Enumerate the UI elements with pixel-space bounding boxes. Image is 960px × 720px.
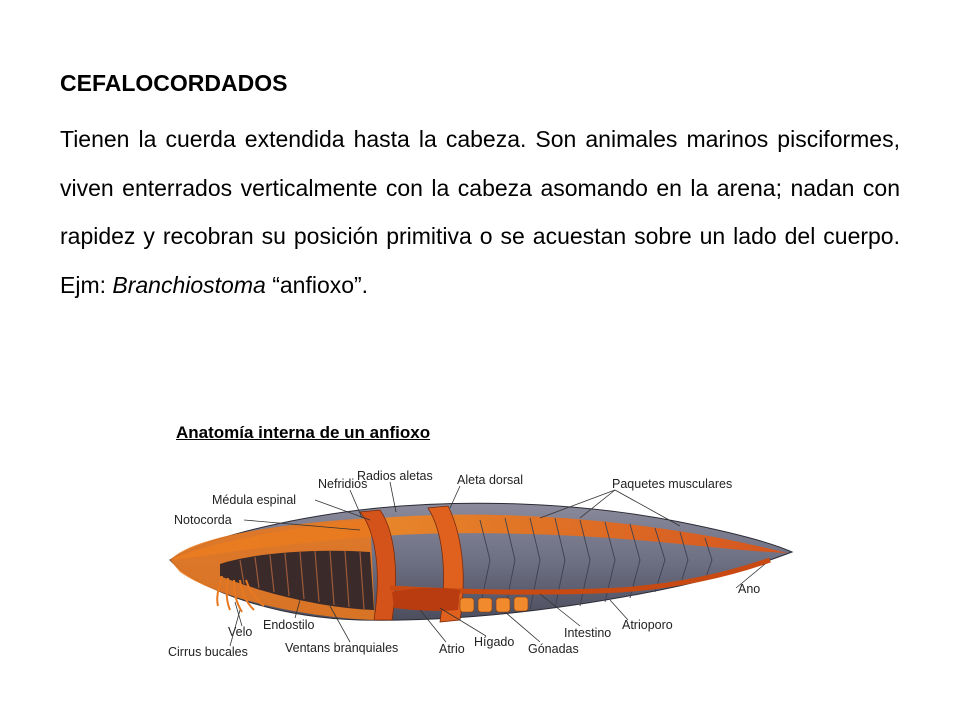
- label-velo: Velo: [228, 625, 253, 639]
- slide-heading: CEFALOCORDADOS: [60, 70, 288, 96]
- label-higado: Hígado: [474, 635, 515, 649]
- label-paquetes-musculares: Paquetes musculares: [612, 477, 733, 491]
- label-atrioporo: Atrioporo: [622, 618, 673, 632]
- label-radios-aletas: Radios aletas: [357, 469, 433, 483]
- label-cirrus-bucales: Cirrus bucales: [168, 645, 248, 659]
- body-text-start: Tienen la cuerda extendida hasta la cabeza. Son animales marinos pisciformes, viven enterrados verticalmente con la cabeza asomando en la arena; nadan con rapidez y recobran su posición primitiva o se acuestan sobre un lado del cuerpo. Ejm:: [60, 126, 900, 298]
- label-gonadas: Gónadas: [528, 642, 579, 656]
- label-ventans-branquiales: Ventans branquiales: [285, 641, 399, 655]
- amphioxus-anatomy-illustration: [160, 460, 800, 670]
- label-aleta-dorsal: Aleta dorsal: [457, 473, 524, 487]
- slide-body-paragraph: [60, 115, 900, 309]
- liver-shape: [392, 588, 460, 611]
- body-text-end: “anfioxo”.: [265, 271, 369, 298]
- label-atrio: Atrio: [439, 642, 465, 656]
- label-medula-espinal: Médula espinal: [212, 493, 297, 507]
- genus-name: Branchiostoma: [112, 271, 266, 298]
- label-endostilo: Endostilo: [263, 618, 315, 632]
- label-ano: Ano: [738, 582, 761, 596]
- label-notocorda: Notocorda: [174, 513, 232, 527]
- figure-caption: Anatomía interna de un anfioxo: [176, 423, 431, 442]
- label-nefridios: Nefridios: [318, 477, 368, 491]
- label-intestino: Intestino: [564, 626, 612, 640]
